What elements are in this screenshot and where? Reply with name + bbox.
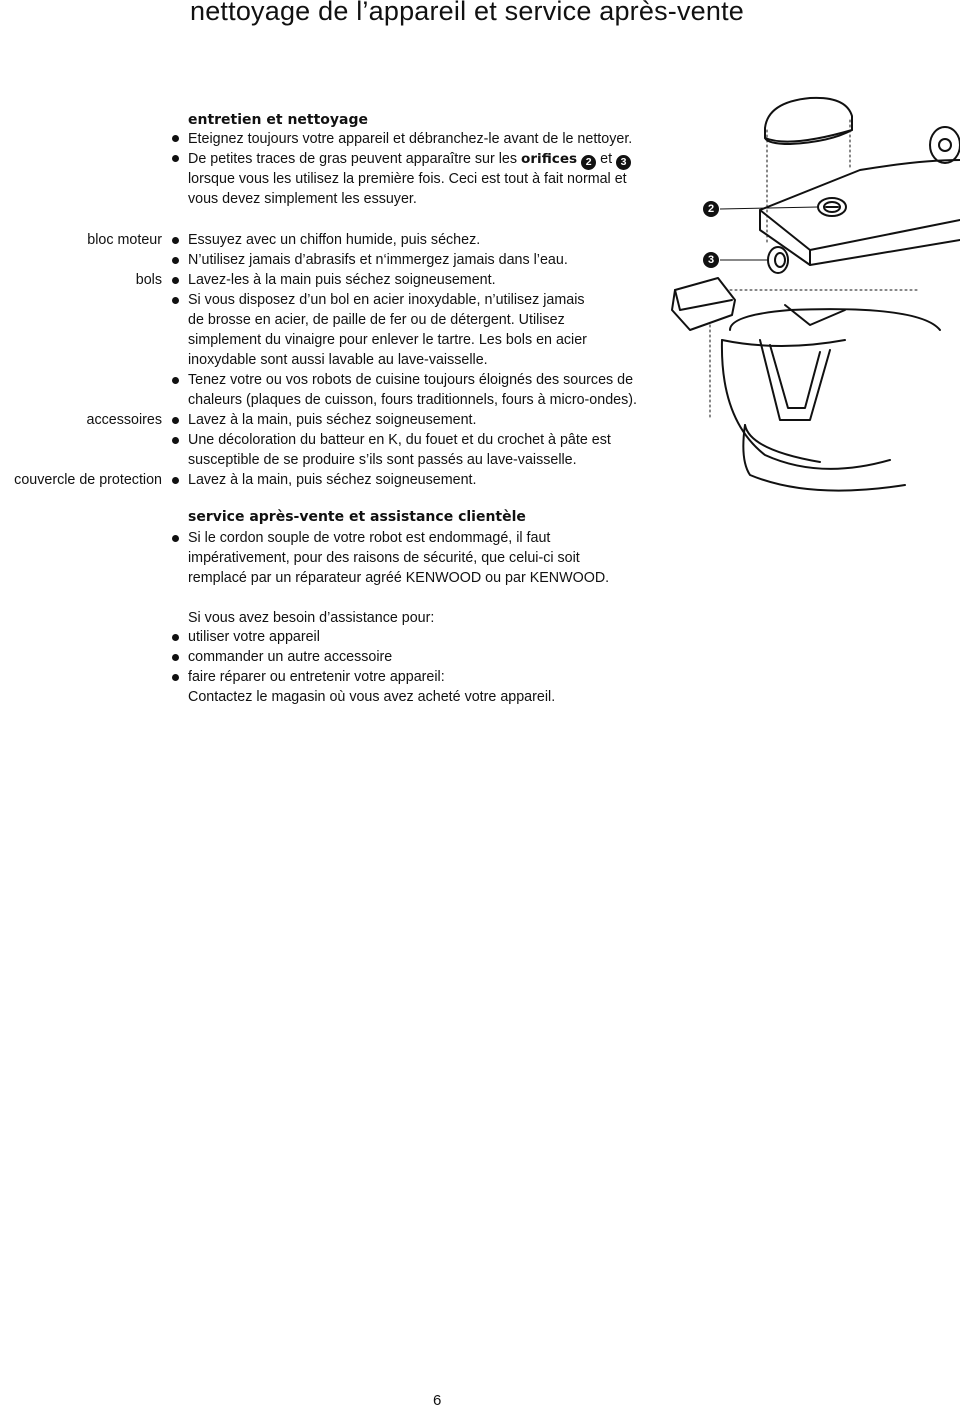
intro-line: Eteignez toujours votre appareil et débranchez-le avant de le nettoyer. <box>188 131 633 147</box>
callout-leaders <box>670 90 960 510</box>
bowls-line: Tenez votre ou vos robots de cuisine toujours éloignés des sources de <box>188 372 634 388</box>
label-accessories: accessoires <box>86 412 162 428</box>
bullet <box>172 654 179 661</box>
bullet <box>172 297 179 304</box>
page-number: 6 <box>433 1392 442 1409</box>
bullet <box>172 257 179 264</box>
callout-3-badge: 3 <box>616 155 631 170</box>
intro-line: vous devez simplement les essuyer. <box>188 191 417 207</box>
label-motor: bloc moteur <box>87 232 162 248</box>
bullet <box>172 477 179 484</box>
callout-2: 2 <box>703 201 719 217</box>
accessories-line: susceptible de se produire s’ils sont passés au lave-vaisselle. <box>188 452 577 468</box>
bullet <box>172 237 179 244</box>
motor-line: N’utilisez jamais d’abrasifs et n‘immergez jamais dans l’eau. <box>188 252 568 268</box>
accessories-line: Une décoloration du batteur en K, du fouet et du crochet à pâte est <box>188 432 611 448</box>
bowls-line: inoxydable sont aussi lavable au lave-vaisselle. <box>188 352 488 368</box>
bullet <box>172 437 179 444</box>
label-bowls: bols <box>135 272 162 288</box>
assist-item: faire réparer ou entretenir votre appareil: <box>188 669 445 685</box>
service-line: impérativement, pour des raisons de sécurité, que celui-ci soit <box>188 550 580 566</box>
mixer-illustration <box>670 90 960 510</box>
intro-line: lorsque vous les utilisez la première fois. Ceci est tout à fait normal et <box>188 171 627 187</box>
orifices-term: orifices <box>521 151 578 167</box>
page-title: nettoyage de l’appareil et service après-vente <box>190 0 745 26</box>
bowls-line: Si vous disposez d’un bol en acier inoxydable, n’utilisez jamais <box>188 292 585 308</box>
bowls-line: de brosse en acier, de paille de fer ou de détergent. Utilisez <box>188 312 565 328</box>
intro-line-orifices <box>188 149 631 170</box>
accessories-line: Lavez à la main, puis séchez soigneusement. <box>188 412 477 428</box>
assist-item: commander un autre accessoire <box>188 649 393 665</box>
callout-2-badge: 2 <box>581 155 596 170</box>
service-line: Si le cordon souple de votre robot est endommagé, il faut <box>188 530 551 546</box>
bullet <box>172 155 179 162</box>
bullet <box>172 417 179 424</box>
bullet <box>172 135 179 142</box>
assist-intro: Si vous avez besoin d’assistance pour: <box>188 610 435 626</box>
bullet <box>172 634 179 641</box>
bowls-line: chaleurs (plaques de cuisson, fours traditionnels, fours à micro-ondes). <box>188 392 637 408</box>
assist-item: utiliser votre appareil <box>188 629 320 645</box>
bowls-line: simplement du vinaigre pour enlever le tartre. Les bols en acier <box>188 332 587 348</box>
bullet <box>172 535 179 542</box>
callout-3: 3 <box>703 252 719 268</box>
bullet <box>172 674 179 681</box>
maintenance-heading: entretien et nettoyage <box>188 112 368 128</box>
bullet <box>172 377 179 384</box>
cover-line: Lavez à la main, puis séchez soigneusement. <box>188 472 477 488</box>
contact-line: Contactez le magasin où vous avez acheté votre appareil. <box>188 689 556 705</box>
label-cover: couvercle de protection <box>14 472 162 488</box>
service-line: remplacé par un réparateur agréé KENWOOD ou par KENWOOD. <box>188 570 610 586</box>
intro-and: et <box>600 151 613 167</box>
bullet <box>172 277 179 284</box>
bowls-line: Lavez-les à la main puis séchez soigneusement. <box>188 272 496 288</box>
motor-line: Essuyez avec un chiffon humide, puis séchez. <box>188 232 481 248</box>
intro-text: De petites traces de gras peuvent apparaître sur les <box>188 151 518 167</box>
service-heading: service après-vente et assistance clientèle <box>188 509 526 525</box>
